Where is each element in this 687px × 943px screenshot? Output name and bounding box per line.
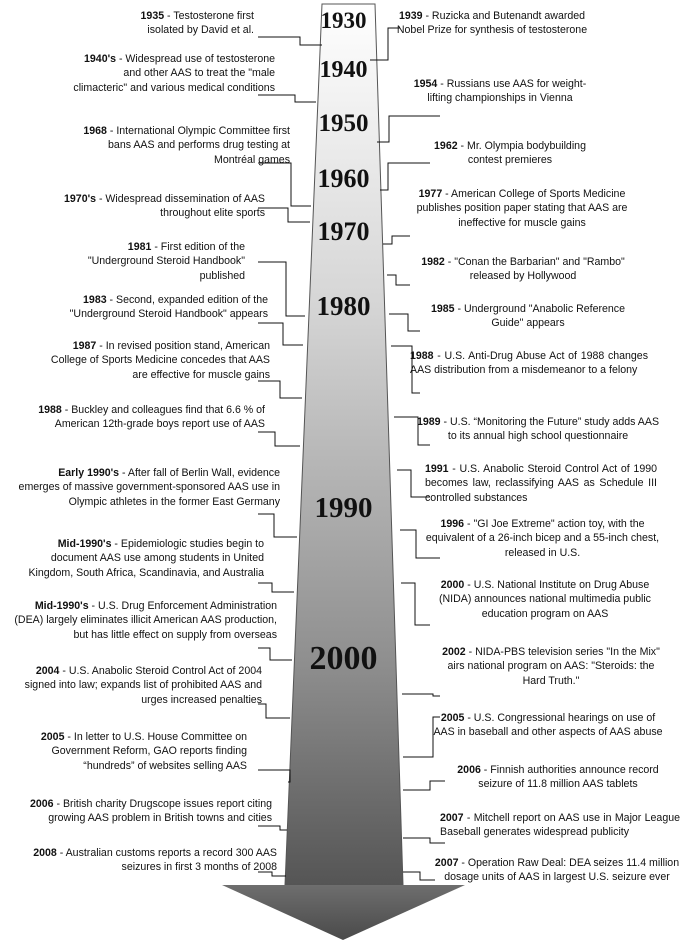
event-year: 1985	[431, 303, 455, 315]
connector-line	[383, 236, 410, 244]
event-text: - Australian customs reports a record 300 AAS seizures in first 3 months of 2008	[56, 847, 277, 874]
event-year: 2005	[40, 731, 65, 743]
event-text: - U.S. Anti-Drug Abuse Act of 1988 changes AAS distribution from a misdemeanor to a felony	[410, 350, 648, 377]
event-left	[45, 339, 270, 382]
connector-line	[258, 514, 297, 537]
event-year: 1996	[440, 518, 465, 530]
connector-line	[258, 704, 290, 718]
event-text: - U.S. National Institute on Drug Abuse (NIDA) announces national multimedia public education program on AAS	[439, 579, 651, 620]
event-right	[405, 255, 641, 284]
event-text: - Epidemiologic studies begin to document AAS use among students in United Kingdom, South Africa, Scandinavia, and Australia	[28, 538, 264, 579]
event-left	[60, 192, 265, 221]
arrow-shaft	[285, 4, 403, 885]
arrow-head	[222, 885, 465, 940]
connector-line	[403, 838, 445, 843]
event-right	[392, 9, 592, 38]
event-text: - NIDA-PBS television series "In the Mix" airs national program on AAS: "Steroids: the Hard Truth."	[447, 646, 660, 687]
connector-line	[258, 770, 290, 782]
event-right	[440, 763, 676, 792]
event-year: 1940's	[84, 53, 116, 65]
decade-label: 2000	[309, 640, 378, 677]
event-text: - Underground "Anabolic Reference Guide" appears	[454, 303, 625, 330]
event-text: - In letter to U.S. House Committee on Government Reform, GAO reports finding “hundreds” of websites selling AAS	[51, 731, 247, 772]
event-left	[12, 846, 277, 875]
event-right	[432, 711, 664, 740]
event-year: 1988	[410, 350, 434, 362]
event-year: 1991	[425, 463, 449, 475]
event-text: - Widespread use of testosterone and other AAS to treat the "male climacteric" and various medical conditions	[73, 53, 275, 94]
event-year: 2007	[434, 857, 459, 869]
event-right	[420, 139, 600, 168]
event-year: 2005	[440, 712, 465, 724]
decade-label: 1960	[317, 164, 370, 193]
connector-line	[258, 37, 322, 45]
event-year: 2006	[29, 798, 54, 810]
event-year: 2004	[35, 665, 60, 677]
event-year: 1983	[83, 294, 107, 306]
event-left	[70, 52, 275, 95]
event-left	[30, 403, 265, 432]
event-right	[415, 415, 661, 444]
event-right	[432, 856, 682, 885]
event-left	[50, 293, 268, 322]
decade-label: 1950	[318, 110, 369, 137]
connector-line	[258, 583, 294, 592]
connector-line	[258, 432, 300, 446]
decade-label: 1990	[314, 492, 373, 524]
connector-line	[402, 694, 440, 696]
event-year: 2000	[440, 579, 465, 591]
event-text: - Widespread dissemination of AAS throughout elite sports	[96, 193, 265, 220]
event-year: 1989	[416, 416, 441, 428]
decade-label: 1940	[319, 57, 368, 83]
decade-label: 1930	[320, 8, 367, 33]
event-year: 1935	[140, 10, 165, 22]
connector-line	[258, 95, 316, 102]
event-year: Mid-1990's	[34, 600, 89, 612]
event-text: - First edition of the "Underground Steroid Handbook" published	[87, 241, 245, 282]
event-left	[12, 797, 272, 826]
event-left	[12, 599, 277, 642]
decade-label: 1970	[317, 217, 370, 246]
event-year: 2006	[457, 764, 481, 776]
event-text: - International Olympic Committee first bans AAS and performs drug testing at Montréal games	[106, 125, 290, 166]
event-left	[12, 537, 264, 580]
connector-line	[258, 208, 310, 222]
event-text: - American College of Sports Medicine publishes position paper stating that AAS are ineffective for muscle gains	[416, 188, 628, 229]
event-left	[12, 730, 247, 773]
event-right	[435, 645, 667, 688]
event-right	[415, 302, 641, 331]
event-year: 1987	[72, 340, 97, 352]
connector-line	[258, 826, 287, 830]
event-text: - "GI Joe Extreme" action toy, with the equivalent of a 26-inch bicep and a 55-inch chest, released in U.S.	[425, 518, 660, 559]
event-year: 1981	[127, 241, 152, 253]
event-year: 1970's	[64, 193, 96, 205]
event-year: 1962	[434, 140, 458, 152]
event-text: - After fall of Berlin Wall, evidence emerges of massive government-sponsored AAS use in Olympic athletes in the former East Germany	[18, 467, 280, 508]
connector-line	[258, 381, 302, 398]
event-right	[420, 517, 665, 560]
event-right	[425, 462, 657, 505]
connector-line	[258, 648, 292, 660]
connector-line	[258, 163, 311, 206]
event-year: 1939	[398, 10, 423, 22]
event-left	[70, 124, 290, 167]
event-text: - U.S. Drug Enforcement Administration (DEA) largely eliminates illicit American AAS production, but has little effect on supply from overseas	[14, 600, 277, 641]
event-year: 2008	[33, 847, 57, 859]
event-text: - British charity Drugscope issues report citing growing AAS problem in British towns and cities	[48, 798, 272, 825]
event-text: - U.S. Congressional hearings on use of AAS in baseball and other aspects of AAS abuse	[433, 712, 663, 739]
event-text: - U.S. “Monitoring the Future” study adds AAS to its annual high school questionnaire	[440, 416, 660, 443]
event-year: Mid-1990's	[57, 538, 112, 550]
event-text: - "Conan the Barbarian" and "Rambo" released by Hollywood	[444, 256, 625, 283]
event-right	[440, 811, 680, 840]
connector-line	[403, 781, 445, 790]
event-text: - U.S. Anabolic Steroid Control Act of 1990 becomes law, reclassifying AAS as Schedule III controlled substances	[425, 463, 657, 504]
event-year: 2007	[440, 812, 464, 824]
event-year: Early 1990's	[58, 467, 120, 479]
event-text: - Ruzicka and Butenandt awarded Nobel Prize for synthesis of testosterone	[396, 10, 588, 37]
event-left	[12, 664, 262, 707]
event-right	[425, 578, 665, 621]
event-text: - Russians use AAS for weight-lifting championships in Vienna	[427, 78, 587, 105]
event-year: 2002	[442, 646, 466, 658]
event-year: 1977	[418, 188, 443, 200]
event-text: - Testosterone first isolated by David et al.	[147, 10, 254, 37]
event-right	[410, 349, 648, 378]
event-right	[402, 187, 642, 230]
event-text: - Mitchell report on AAS use in Major League Baseball generates widespread publicity	[440, 812, 680, 839]
event-left	[120, 9, 254, 38]
event-text: - Finnish authorities announce record seizure of 11.8 million AAS tablets	[478, 764, 659, 791]
event-year: 1968	[83, 125, 107, 137]
connector-line	[403, 872, 435, 880]
event-text: - Second, expanded edition of the "Underground Steroid Handbook" appears	[69, 294, 268, 321]
event-text: - Operation Raw Deal: DEA seizes 11.4 million dosage units of AAS in largest U.S. seizure ever	[444, 857, 680, 884]
event-text: - Buckley and colleagues find that 6.6 % of American 12th-grade boys report use of AAS	[54, 404, 265, 431]
event-year: 1988	[38, 404, 62, 416]
event-left	[15, 466, 280, 509]
event-year: 1982	[421, 256, 445, 268]
event-text: - Mr. Olympia bodybuilding contest premieres	[457, 140, 586, 167]
event-year: 1954	[413, 78, 438, 90]
event-text: - U.S. Anabolic Steroid Control Act of 2004 signed into law; expands list of prohibited AAS and urges increased penalties	[24, 665, 262, 706]
decade-label: 1980	[316, 291, 371, 321]
event-text: - In revised position stand, American College of Sports Medicine concedes that AAS are effective for muscle gains	[50, 340, 270, 381]
event-right	[402, 77, 598, 106]
event-left	[60, 240, 245, 283]
